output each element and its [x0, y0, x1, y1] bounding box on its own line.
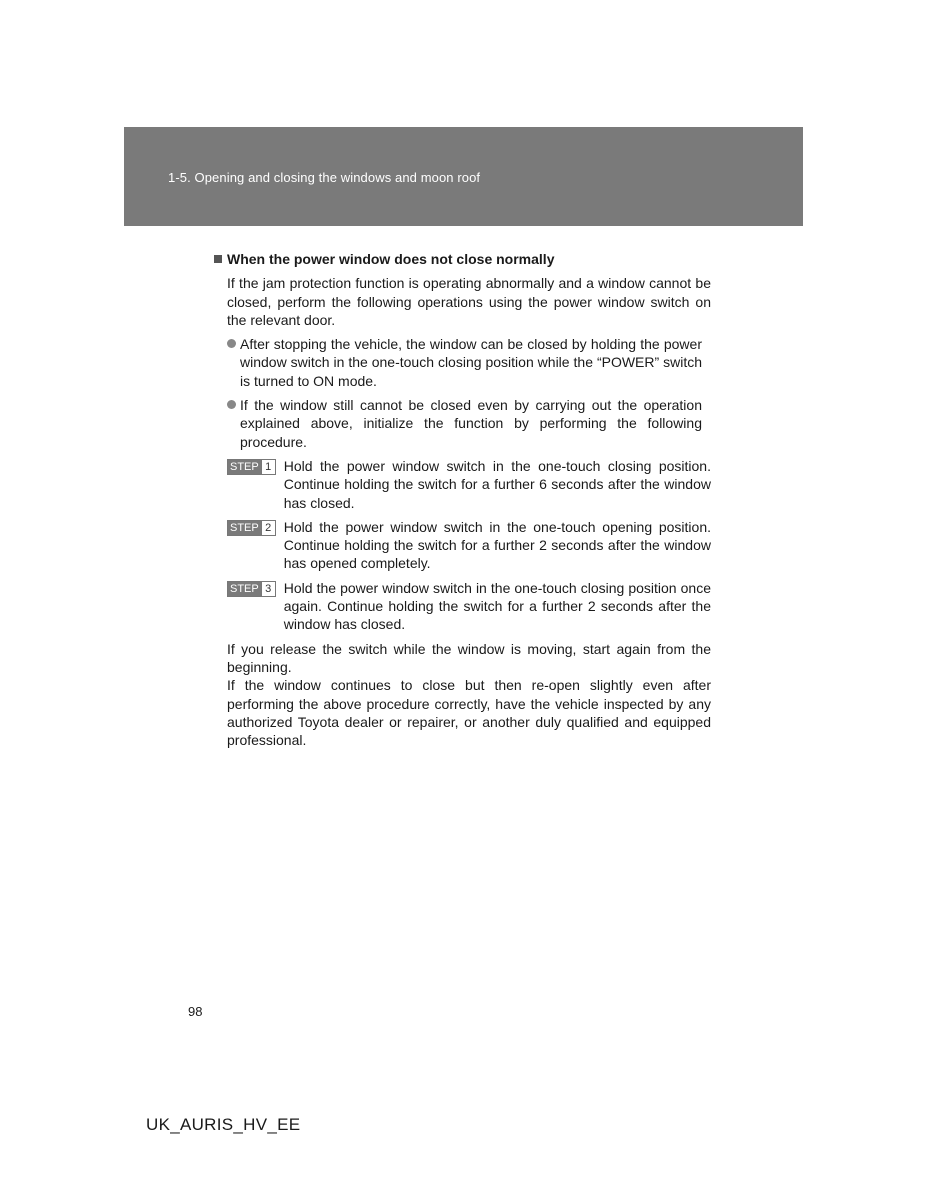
note-paragraph: If you release the switch while the window is moving, start again from the beginning.: [227, 640, 711, 675]
bullet-text: After stopping the vehicle, the window can be closed by holding the power window switch in the one-touch closing position while the “POWER” switch is turned to ON mode.: [240, 336, 702, 389]
circle-bullet-icon: [227, 400, 236, 409]
circle-bullet-icon: [227, 339, 236, 348]
square-bullet-icon: [214, 255, 222, 263]
step-1: [227, 457, 711, 512]
list-item: [227, 335, 711, 390]
step-label: STEP: [230, 582, 259, 595]
bullet-text: If the window still cannot be closed even by carrying out the operation explained above, initialize the function by performing the following procedure.: [240, 397, 702, 450]
step-number: 2: [261, 521, 275, 535]
document-code: UK_AURIS_HV_EE: [146, 1115, 301, 1134]
step-label: STEP: [230, 460, 259, 473]
step-badge: [227, 520, 276, 536]
chapter-header: [124, 127, 803, 226]
chapter-title: 1-5. Opening and closing the windows and moon roof: [168, 170, 481, 185]
content-section: [214, 250, 711, 749]
list-item: [227, 396, 711, 451]
section-heading-text: When the power window does not close normally: [227, 251, 555, 267]
step-2: [227, 518, 711, 573]
page-number: 98: [188, 1004, 203, 1019]
step-label: STEP: [230, 521, 259, 534]
step-text: Hold the power window switch in the one-touch closing position. Continue holding the switch for a further 6 seconds after the window has closed.: [283, 457, 711, 511]
step-number: 3: [261, 582, 275, 596]
step-badge: [227, 459, 276, 475]
step-badge: [227, 581, 276, 597]
step-number: 1: [261, 460, 275, 474]
note-paragraph: If the window continues to close but then re-open slightly even after performing the above procedure correctly, have the vehicle inspected by any authorized Toyota dealer or repairer, or another duly qualified and equipped professional.: [227, 677, 711, 749]
intro-paragraph: If the jam protection function is operating abnormally and a window cannot be closed, perform the following operations using the power window switch on the relevant door.: [227, 275, 711, 328]
section-heading: [214, 250, 711, 268]
step-text: Hold the power window switch in the one-touch opening position. Continue holding the switch for a further 2 seconds after the window has opened completely.: [283, 518, 711, 572]
step-text: Hold the power window switch in the one-touch closing position once again. Continue holding the switch for a further 2 seconds after the window has closed.: [283, 579, 711, 633]
step-3: [227, 579, 711, 634]
